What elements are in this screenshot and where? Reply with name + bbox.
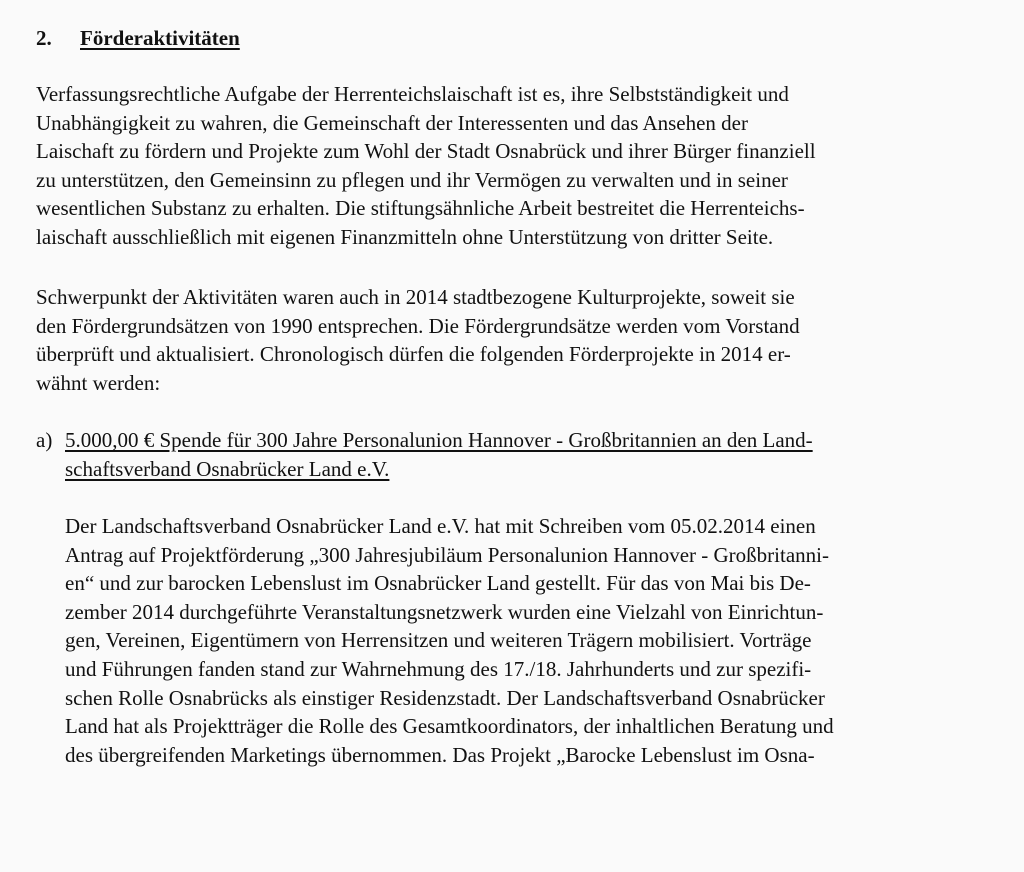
paragraph-mission — [36, 80, 816, 252]
text-line: schen Rolle Osnabrücks als einstiger Residenzstadt. Der Landschaftsverband Osnabrücker — [65, 685, 825, 710]
text-line: wesentlichen Substanz zu erhalten. Die stiftungsähnliche Arbeit bestreitet die Herrenteichs- — [36, 196, 805, 221]
text-line: zember 2014 durchgeführte Veranstaltungsnetzwerk wurden eine Vielzahl von Einrichtun- — [65, 599, 824, 624]
text-line: laischaft ausschließlich mit eigenen Finanzmitteln ohne Unterstützung von dritter Seite. — [36, 224, 774, 249]
text-line: Land hat als Projektträger die Rolle des Gesamtkoordinators, der inhaltlichen Beratung und — [65, 714, 834, 739]
section-heading — [36, 24, 240, 52]
text-line: Laischaft zu fördern und Projekte zum Wohl der Stadt Osnabrück und ihrer Bürger finanziell — [36, 139, 816, 164]
text-line: Unabhängigkeit zu wahren, die Gemeinschaft der Interessenten und das Ansehen der — [36, 110, 749, 135]
text-line: den Fördergrundsätzen von 1990 entsprechen. Die Fördergrundsätze werden vom Vorstand — [36, 313, 800, 338]
item-title — [65, 426, 813, 483]
text-line: des übergreifenden Marketings übernommen. Das Projekt „Barocke Lebenslust im Osna- — [65, 742, 815, 767]
paragraph-focus — [36, 283, 800, 397]
text-line: en“ und zur barocken Lebenslust im Osnabrücker Land gestellt. Für das von Mai bis De- — [65, 571, 811, 596]
section-number: 2. — [36, 26, 52, 50]
text-line: Der Landschaftsverband Osnabrücker Land e.V. hat mit Schreiben vom 05.02.2014 einen — [65, 514, 816, 538]
item-a-body — [65, 512, 834, 769]
text-line: Verfassungsrechtliche Aufgabe der Herrenteichslaischaft ist es, ihre Selbstständigkeit und — [36, 82, 789, 106]
list-marker: a) — [36, 428, 53, 452]
text-line: zu unterstützen, den Gemeinsinn zu pflegen und ihr Vermögen zu verwalten und in seiner — [36, 167, 788, 192]
text-line: wähnt werden: — [36, 370, 161, 395]
text-line: und Führungen fanden stand zur Wahrnehmung des 17./18. Jahrhunderts und zur spezifi- — [65, 656, 812, 681]
item-title-line: schaftsverband Osnabrücker Land e.V. — [65, 456, 390, 481]
text-line: gen, Vereinen, Eigentümern von Herrensitzen und weiteren Trägern mobilisiert. Vorträge — [65, 628, 812, 653]
text-line: Antrag auf Projektförderung „300 Jahresjubiläum Personalunion Hannover - Großbritanni- — [65, 542, 829, 567]
text-line: überprüft und aktualisiert. Chronologisch dürfen die folgenden Förderprojekte in 2014 er- — [36, 342, 791, 367]
section-title: Förderaktivitäten — [80, 26, 240, 50]
item-title-line: 5.000,00 € Spende für 300 Jahre Personalunion Hannover - Großbritannien an den Land- — [65, 428, 813, 452]
text-line: Schwerpunkt der Aktivitäten waren auch in 2014 stadtbezogene Kulturprojekte, soweit sie — [36, 285, 795, 309]
